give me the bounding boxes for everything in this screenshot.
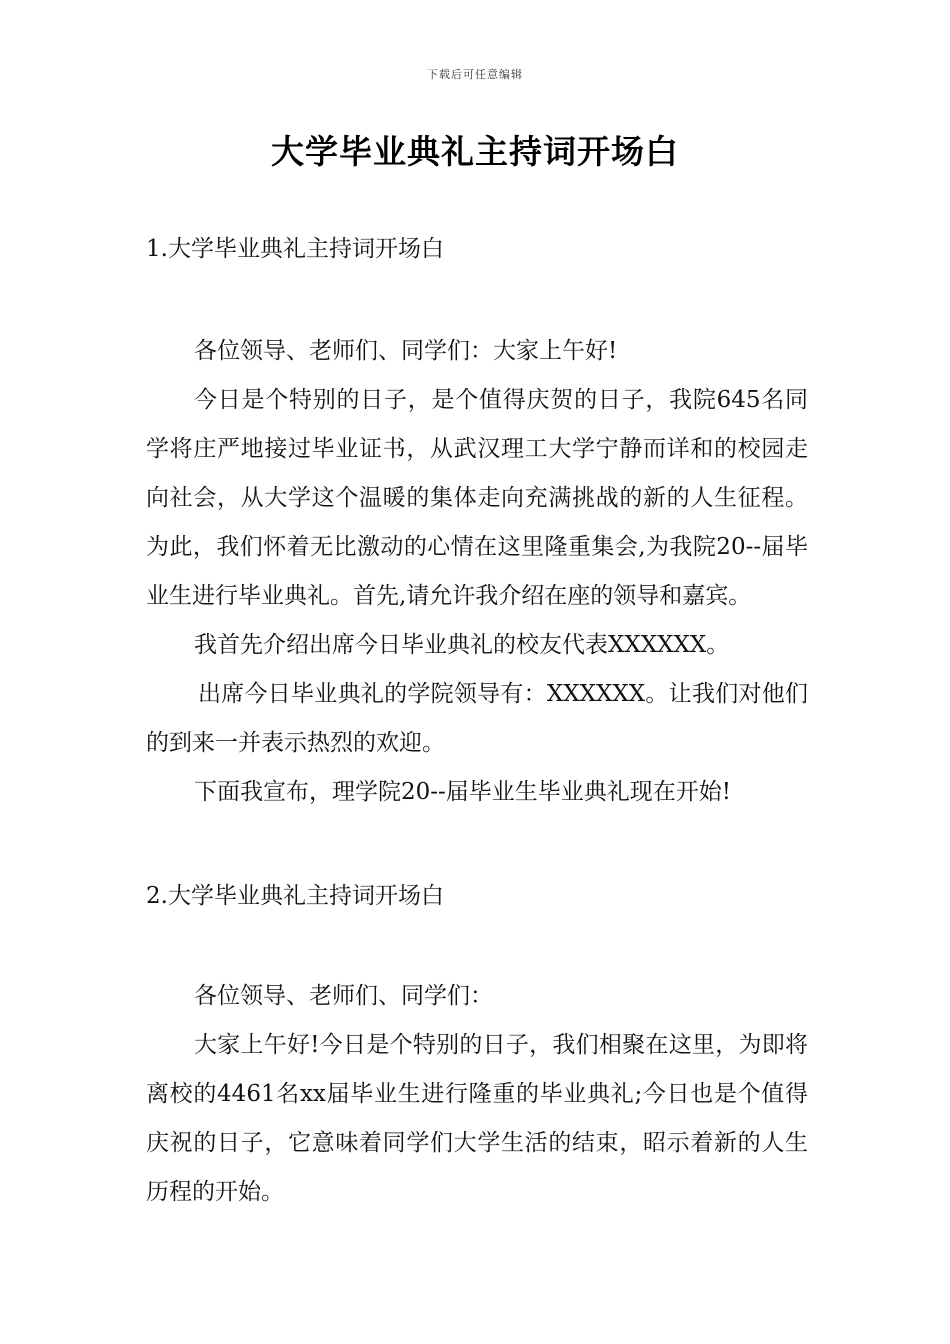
section-2-heading: 2.大学毕业典礼主持词开场白 — [146, 883, 444, 909]
section-1-heading: 1.大学毕业典礼主持词开场白 — [146, 236, 444, 262]
document-title: 大学毕业典礼主持词开场白 — [271, 132, 679, 171]
paragraph: 各位领导、老师们、同学们：大家上午好! — [194, 338, 618, 364]
paragraph: 大家上午好!今日是个特别的日子，我们相聚在这里，为即将离校的4461名xx届毕业生进行隆重的毕业典礼;今日也是个值得庆祝的日子，它意味着同学们大学生活的结束，昭示着新的人生历程的开始。 — [146, 1032, 808, 1205]
paragraph: 我首先介绍出席今日毕业典礼的校友代表XXXXXX。 — [194, 632, 730, 658]
paragraph: 今日是个特别的日子，是个值得庆贺的日子，我院645名同学将庄严地接过毕业证书，从武汉理工大学宁静而详和的校园走向社会，从大学这个温暖的集体走向充满挑战的新的人生征程。为此，我们怀着无比激动的心情在这里隆重集会,为我院20--届毕业生进行毕业典礼。首先,请允许我介绍在座的领导和嘉宾。 — [146, 387, 808, 609]
paragraph: 下面我宣布，理学院20--届毕业生毕业典礼现在开始! — [194, 779, 732, 805]
section-1-body — [146, 327, 808, 817]
header-note: 下载后可任意编辑 — [427, 68, 523, 81]
paragraph: 各位领导、老师们、同学们： — [194, 983, 493, 1009]
paragraph: 出席今日毕业典礼的学院领导有：XXXXXX。让我们对他们的到来一并表示热烈的欢迎。 — [146, 681, 808, 756]
section-2-body — [146, 972, 808, 1217]
